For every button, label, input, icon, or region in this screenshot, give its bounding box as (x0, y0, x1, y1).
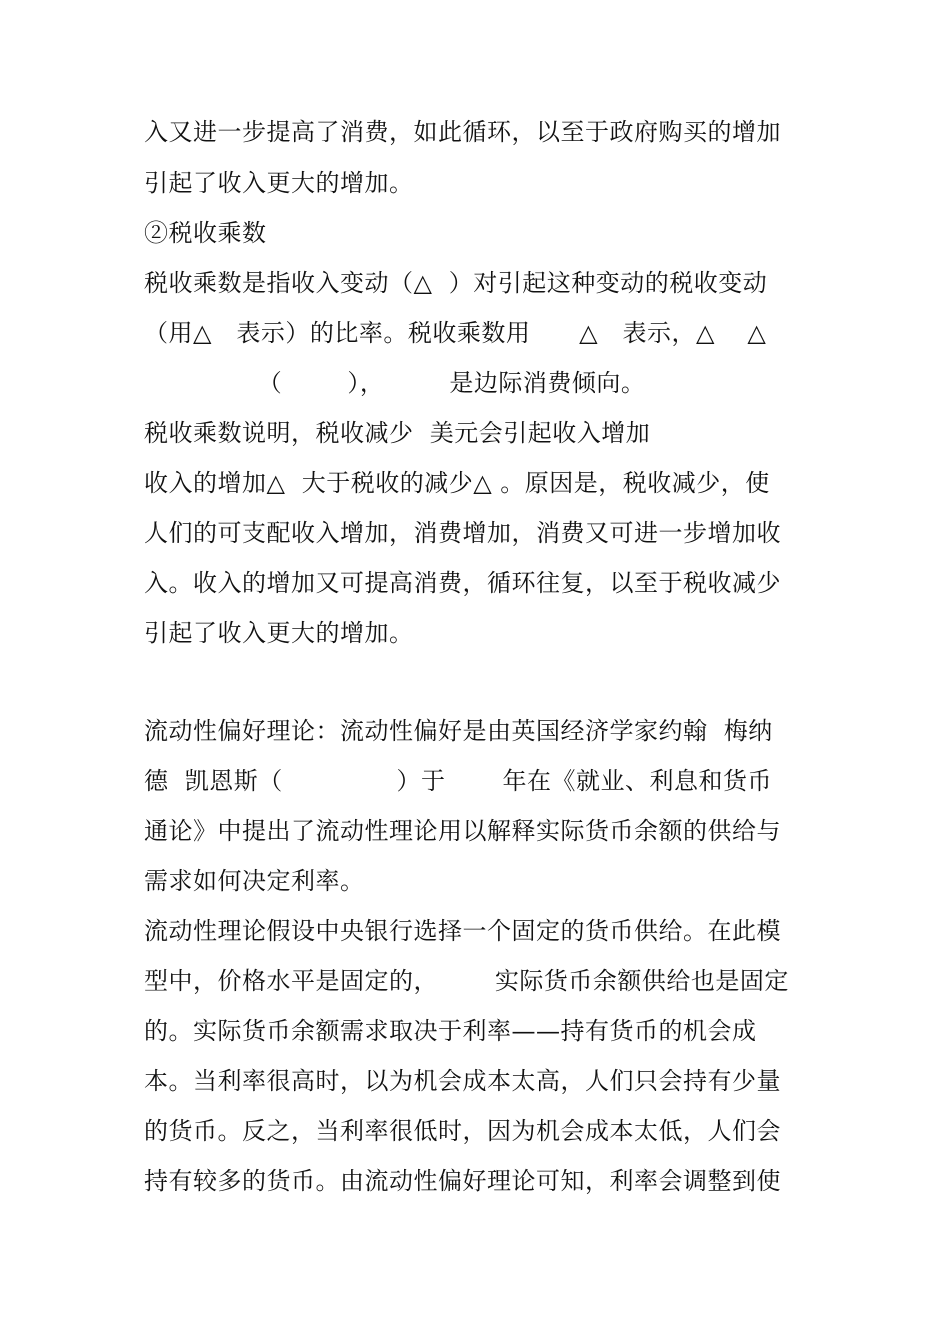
text-line: 入又进一步提高了消费，如此循环，以至于政府购买的增加 (144, 118, 781, 146)
text-line: 流动性偏好理论：流动性偏好是由英国经济学家约翰 梅纳 (144, 717, 773, 745)
text-line: 入。收入的增加又可提高消费，循环往复，以至于税收减少 (144, 569, 781, 597)
text-line: 的货币。反之，当利率很低时，因为机会成本太低，人们会 (144, 1117, 781, 1145)
text-line: 需求如何决定利率。 (144, 867, 365, 895)
text-line: 持有较多的货币。由流动性偏好理论可知，利率会调整到使 (144, 1167, 781, 1195)
text-line: 引起了收入更大的增加。 (144, 619, 414, 647)
text-line: （用△ 表示）的比率。税收乘数用 △ 表示，△ △ (144, 319, 767, 347)
text-line: 税收乘数是指收入变动（△ ）对引起这种变动的税收变动 (144, 269, 768, 297)
text-line: 税收乘数说明，税收减少 美元会引起收入增加 (144, 419, 651, 447)
text-line: 通论》中提出了流动性理论用以解释实际货币余额的供给与 (144, 817, 781, 845)
text-line: 的。实际货币余额需求取决于利率——持有货币的机会成 (144, 1017, 757, 1045)
section-heading: ②税收乘数 (144, 219, 267, 247)
text-line: 收入的增加△ 大于税收的减少△ 。原因是，税收减少，使 (144, 469, 770, 497)
text-line: 本。当利率很高时，以为机会成本太高，人们只会持有少量 (144, 1067, 781, 1095)
text-line: 引起了收入更大的增加。 (144, 169, 414, 197)
text-line: 德 凯恩斯（ ）于 年在《就业、利息和货币 (144, 767, 772, 795)
text-line: （ ）， 是边际消费倾向。 (144, 369, 646, 397)
text-line: 流动性理论假设中央银行选择一个固定的货币供给。在此模 (144, 917, 781, 945)
text-line: 型中，价格水平是固定的， 实际货币余额供给也是固定 (144, 967, 789, 995)
text-line: 人们的可支配收入增加，消费增加，消费又可进一步增加收 (144, 519, 781, 547)
